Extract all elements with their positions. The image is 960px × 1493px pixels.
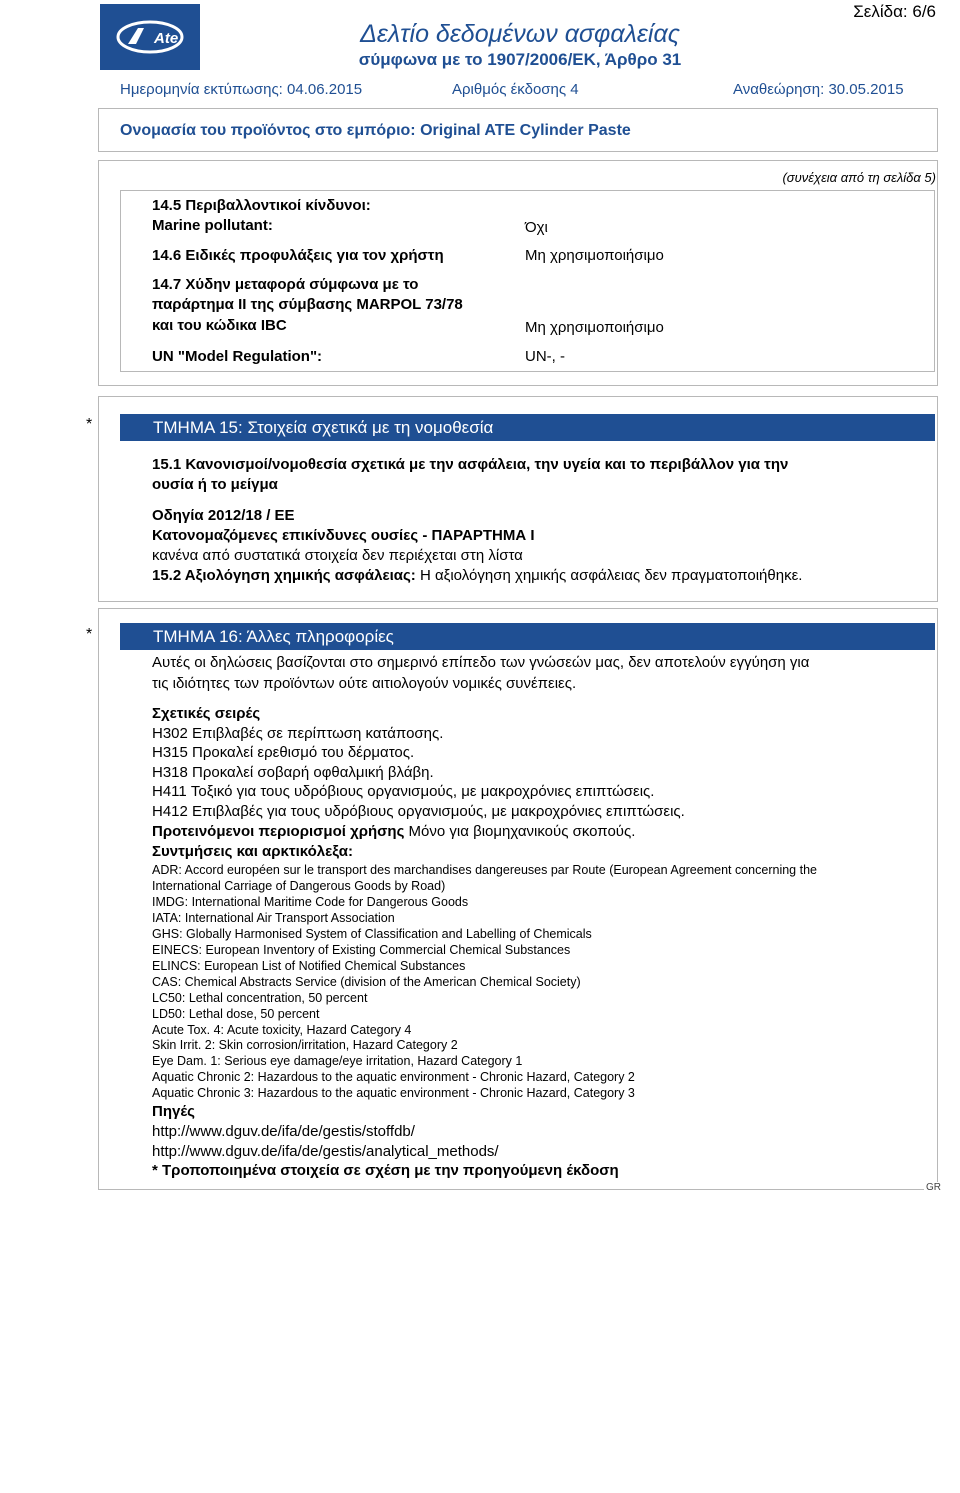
abbreviation-line: Aquatic Chronic 2: Hazardous to the aquatic environment - Chronic Hazard, Category 2 <box>152 1070 635 1084</box>
abbreviation-line: IMDG: International Maritime Code for Dangerous Goods <box>152 895 469 909</box>
s15-p2 <box>152 566 802 586</box>
abbreviation-line: ADR: Accord européen sur le transport des marchandises dangereuses par Route (European Agreement concerning the <box>152 863 817 877</box>
s14-row4-label: UN "Model Regulation": <box>152 348 323 365</box>
s14-row2-label: 14.6 Ειδικές προφυλάξεις για τον χρήστη <box>152 247 444 264</box>
document-subtitle: σύμφωνα με το 1907/2006/ΕΚ, Άρθρο 31 <box>358 50 682 69</box>
version-number: Αριθμός έκδοσης 4 <box>452 81 579 98</box>
abbreviation-line: GHS: Globally Harmonised System of Classification and Labelling of Chemicals <box>152 927 592 941</box>
s15-p1-line2: ουσία ή το μείγμα <box>152 476 278 493</box>
s14-row3-label-line2: παράρτημα II της σύμβασης MARPOL 73/78 <box>152 296 463 313</box>
s16-phrase: H411 Τοξικό για τους υδρόβιους οργανισμούς, με μακροχρόνιες επιπτώσεις. <box>152 783 655 800</box>
s16-abbr-heading: Συντμήσεις και αρκτικόλεξα: <box>152 843 353 860</box>
s15-p2-label: 15.2 Αξιολόγηση χημικής ασφάλειας: <box>152 567 416 584</box>
abbreviation-line: Eye Dam. 1: Serious eye damage/eye irritation, Hazard Category 1 <box>152 1054 523 1068</box>
s16-intro-line1: Αυτές οι δηλώσεις βασίζονται στο σημερινό επίπεδο των γνώσεών μας, δεν αποτελούν εγγύηση για <box>152 654 810 671</box>
s16-restrictions-label: Προτεινόμενοι περιορισμοί χρήσης <box>152 823 405 840</box>
abbreviation-line: LC50: Lethal concentration, 50 percent <box>152 991 368 1005</box>
s14-row1-value: Όχι <box>525 219 548 236</box>
document-title: Δελτίο δεδομένων ασφαλείας <box>360 20 680 48</box>
abbreviation-line: ELINCS: European List of Notified Chemical Substances <box>152 959 466 973</box>
s15-p1-line1: 15.1 Κανονισμοί/νομοθεσία σχετικά με την ασφάλεια, την υγεία και το περιβάλλον για την <box>152 456 789 473</box>
abbreviation-line: IATA: International Air Transport Association <box>152 911 395 925</box>
product-name: Ονομασία του προϊόντος στο εμπόριο: Original ATE Cylinder Paste <box>120 122 631 139</box>
s15-named-substances: Κατονομαζόμενες επικίνδυνες ουσίες - ΠΑΡΑΡΤΗΜΑ I <box>152 527 535 544</box>
s14-row3-label-line3: και του κώδικα IBC <box>152 317 287 334</box>
s16-intro-line2: τις ιδιότητες των προϊόντων ούτε αιτιολογούν νομικές συνέπειες. <box>152 675 577 692</box>
abbreviation-line: EINECS: European Inventory of Existing Commercial Chemical Substances <box>152 943 571 957</box>
continued-note: (συνέχεια από τη σελίδα 5) <box>782 170 936 185</box>
s14-row1-label-line1: 14.5 Περιβαλλοντικοί κίνδυνοι: <box>152 197 371 214</box>
abbreviation-line: Skin Irrit. 2: Skin corrosion/irritation, Hazard Category 2 <box>152 1038 458 1052</box>
s16-phrase: H318 Προκαλεί σοβαρή οφθαλμική βλάβη. <box>152 764 434 781</box>
section16-change-marker: * <box>86 626 93 643</box>
s16-restrictions <box>152 822 635 842</box>
s15-none-listed: κανένα από συστατικά στοιχεία δεν περιέχεται στη λίστα <box>152 547 523 564</box>
abbreviation-line: International Carriage of Dangerous Goods by Road) <box>152 879 446 893</box>
s16-changes-note: * Τροποποιημένα στοιχεία σε σχέση με την προηγούμενη έκδοση <box>152 1162 619 1179</box>
abbreviation-line: CAS: Chemical Abstracts Service (division of the American Chemical Society) <box>152 975 581 989</box>
s16-phrase: H315 Προκαλεί ερεθισμό του δέρματος. <box>152 744 415 761</box>
s16-sources-heading: Πηγές <box>152 1103 195 1120</box>
ate-logo-mark <box>114 17 186 57</box>
s15-directive: Οδηγία 2012/18 / ΕΕ <box>152 507 295 524</box>
revision-date: Αναθεώρηση: 30.05.2015 <box>733 81 904 98</box>
s14-row2-value: Μη χρησιμοποιήσιμο <box>525 247 664 264</box>
section16-title: ΤΜΗΜΑ 16: Άλλες πληροφορίες <box>120 623 935 650</box>
source-link[interactable]: http://www.dguv.de/ifa/de/gestis/stoffdb/ <box>152 1123 415 1140</box>
s14-row1-label-line2: Marine pollutant: <box>152 217 273 234</box>
country-code: GR <box>926 1182 941 1193</box>
footer-line <box>98 1189 938 1190</box>
abbreviation-line: Aquatic Chronic 3: Hazardous to the aquatic environment - Chronic Hazard, Category 3 <box>152 1086 635 1100</box>
source-link[interactable]: http://www.dguv.de/ifa/de/gestis/analytical_methods/ <box>152 1143 499 1160</box>
page-number: Σελίδα: 6/6 <box>853 2 936 21</box>
print-date: Ημερομηνία εκτύπωσης: 04.06.2015 <box>120 81 363 98</box>
abbreviation-line: Acute Tox. 4: Acute toxicity, Hazard Category 4 <box>152 1023 412 1037</box>
logo-text: Ate <box>154 30 179 47</box>
s16-phrases-heading: Σχετικές σειρές <box>152 705 261 722</box>
section15-title: ΤΜΗΜΑ 15: Στοιχεία σχετικά με τη νομοθεσία <box>120 414 935 441</box>
s16-restrictions-text: Μόνο για βιομηχανικούς σκοπούς. <box>404 823 636 840</box>
s14-row3-label-line1: 14.7 Χύδην μεταφορά σύμφωνα με το <box>152 276 419 293</box>
s14-row3-value: Μη χρησιμοποιήσιμο <box>525 319 664 336</box>
s14-row4-value: UN-, - <box>525 348 565 365</box>
s16-phrase: H302 Επιβλαβές σε περίπτωση κατάποσης. <box>152 725 444 742</box>
ate-logo <box>100 4 200 70</box>
section15-change-marker: * <box>86 416 93 433</box>
s15-p2-text: Η αξιολόγηση χημικής ασφάλειας δεν πραγματοποιήθηκε. <box>415 567 803 584</box>
abbreviation-line: LD50: Lethal dose, 50 percent <box>152 1007 320 1021</box>
s16-phrase: H412 Επιβλαβές για τους υδρόβιους οργανισμούς, με μακροχρόνιες επιπτώσεις. <box>152 803 685 820</box>
